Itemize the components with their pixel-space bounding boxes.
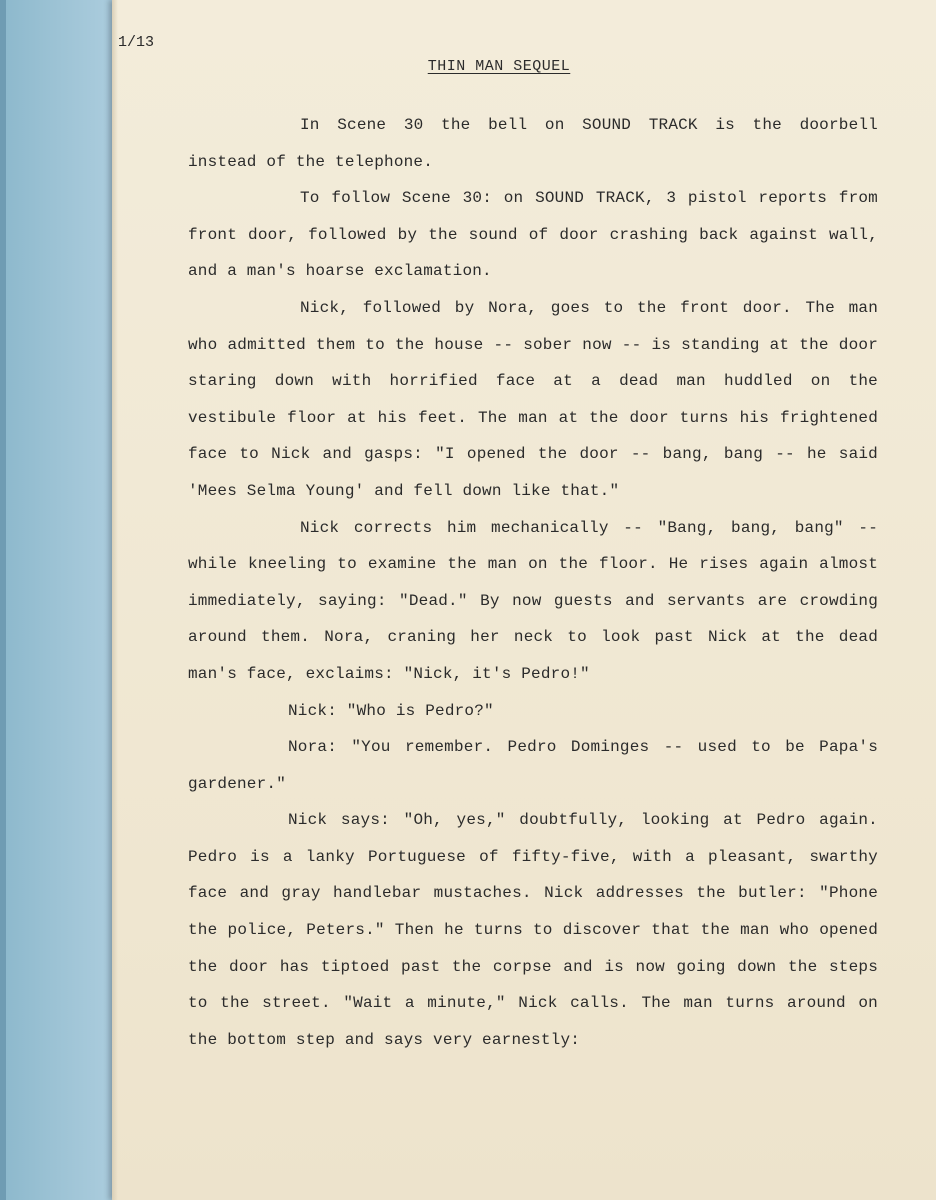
page-left-edge	[112, 0, 118, 1200]
blue-backing-sheet	[0, 0, 130, 1200]
document-title: THIN MAN SEQUEL	[427, 58, 571, 75]
paragraph-4: Nick corrects him mechanically -- "Bang, bang, bang" -- while kneeling to examine the man on the floor. He rises again almost immediately, saying: "Dead." By now guests and servants are crowding around them. Nora, craning her neck to look past Nick at the dead man's face, exclaims: "Nick, it's Pedro!"	[188, 518, 878, 683]
paragraph-5: Nick: "Who is Pedro?"	[288, 701, 494, 720]
paragraph-7: Nick says: "Oh, yes," doubtfully, looking at Pedro again. Pedro is a lanky Portuguese of fifty-five, with a pleasant, swarthy face and gray handlebar mustaches. Nick addresses the butler: "Phone the police, Peters." Then he turns to discover that the man who opened the door has tiptoed past the corpse and is now going down the steps to the street. "Wait a minute," Nick calls. The man turns around on the bottom step and says very earnestly:	[188, 811, 878, 1049]
paragraph-6: Nora: "You remember. Pedro Dominges -- used to be Papa's gardener."	[188, 738, 878, 793]
document-body	[188, 107, 878, 1058]
typewritten-page	[112, 0, 936, 1200]
paragraph-3: Nick, followed by Nora, goes to the front door. The man who admitted them to the house -- sober now -- is standing at the door staring down with horrified face at a dead man huddled on the vestibule floor at his feet. The man at the door turns his frightened face to Nick and gasps: "I opened the door -- bang, bang -- he said 'Mees Selma Young' and fell down like that."	[188, 298, 878, 500]
paragraph-1: In Scene 30 the bell on SOUND TRACK is the doorbell instead of the telephone.	[188, 116, 878, 171]
paragraph-2: To follow Scene 30: on SOUND TRACK, 3 pistol reports from front door, followed by the sound of door crashing back against wall, and a man's hoarse exclamation.	[188, 189, 878, 281]
page-number: 1/13	[118, 34, 155, 51]
backing-sheet-edge	[0, 0, 6, 1200]
